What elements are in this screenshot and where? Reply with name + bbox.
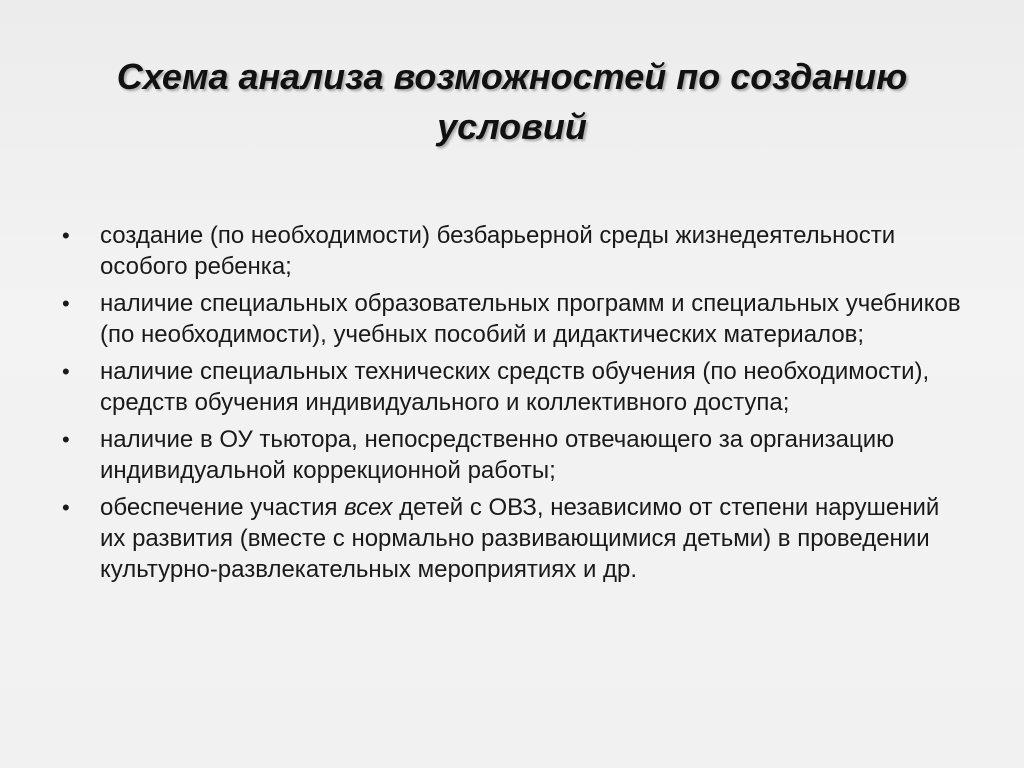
bullet-text <box>100 494 939 583</box>
bullet-text-before: обеспечение участия <box>100 494 345 521</box>
bullet-item-2 <box>60 288 970 350</box>
slide-title-line-1: Схема анализа возможностей по созданию <box>116 56 908 97</box>
bullet-text-emphasis: всех <box>344 494 393 521</box>
slide-title <box>40 52 984 152</box>
slide-title-line-2: условий <box>437 106 587 147</box>
bullet-dot-icon: • <box>62 427 70 452</box>
bullet-dot-icon: • <box>62 223 70 248</box>
bullet-text: наличие специальных образовательных программ и специальных учебников (по необходимости), учебных пособий и дидактических материалов; <box>100 290 961 348</box>
bullet-list <box>60 220 970 591</box>
bullet-item-4 <box>60 424 970 486</box>
bullet-text-after: детей с ОВЗ, независимо от степени нарушений их развития (вместе с нормально развивающимися детьми) в проведении культурно-развлекательных мероприятиях и др. <box>100 494 940 583</box>
bullet-text: создание (по необходимости) безбарьерной среды жизнедеятельности особого ребенка; <box>100 222 896 280</box>
bullet-item-3 <box>60 356 970 418</box>
bullet-item-1 <box>60 220 970 282</box>
bullet-dot-icon: • <box>62 359 70 384</box>
bullet-item-5 <box>60 492 970 585</box>
bullet-dot-icon: • <box>62 495 70 520</box>
bullet-text: наличие специальных технических средств обучения (по необходимости), средств обучения индивидуального и коллективного доступа; <box>100 358 930 416</box>
bullet-dot-icon: • <box>62 291 70 316</box>
bullet-text: наличие в ОУ тьютора, непосредственно отвечающего за организацию индивидуальной коррекционной работы; <box>100 426 895 484</box>
